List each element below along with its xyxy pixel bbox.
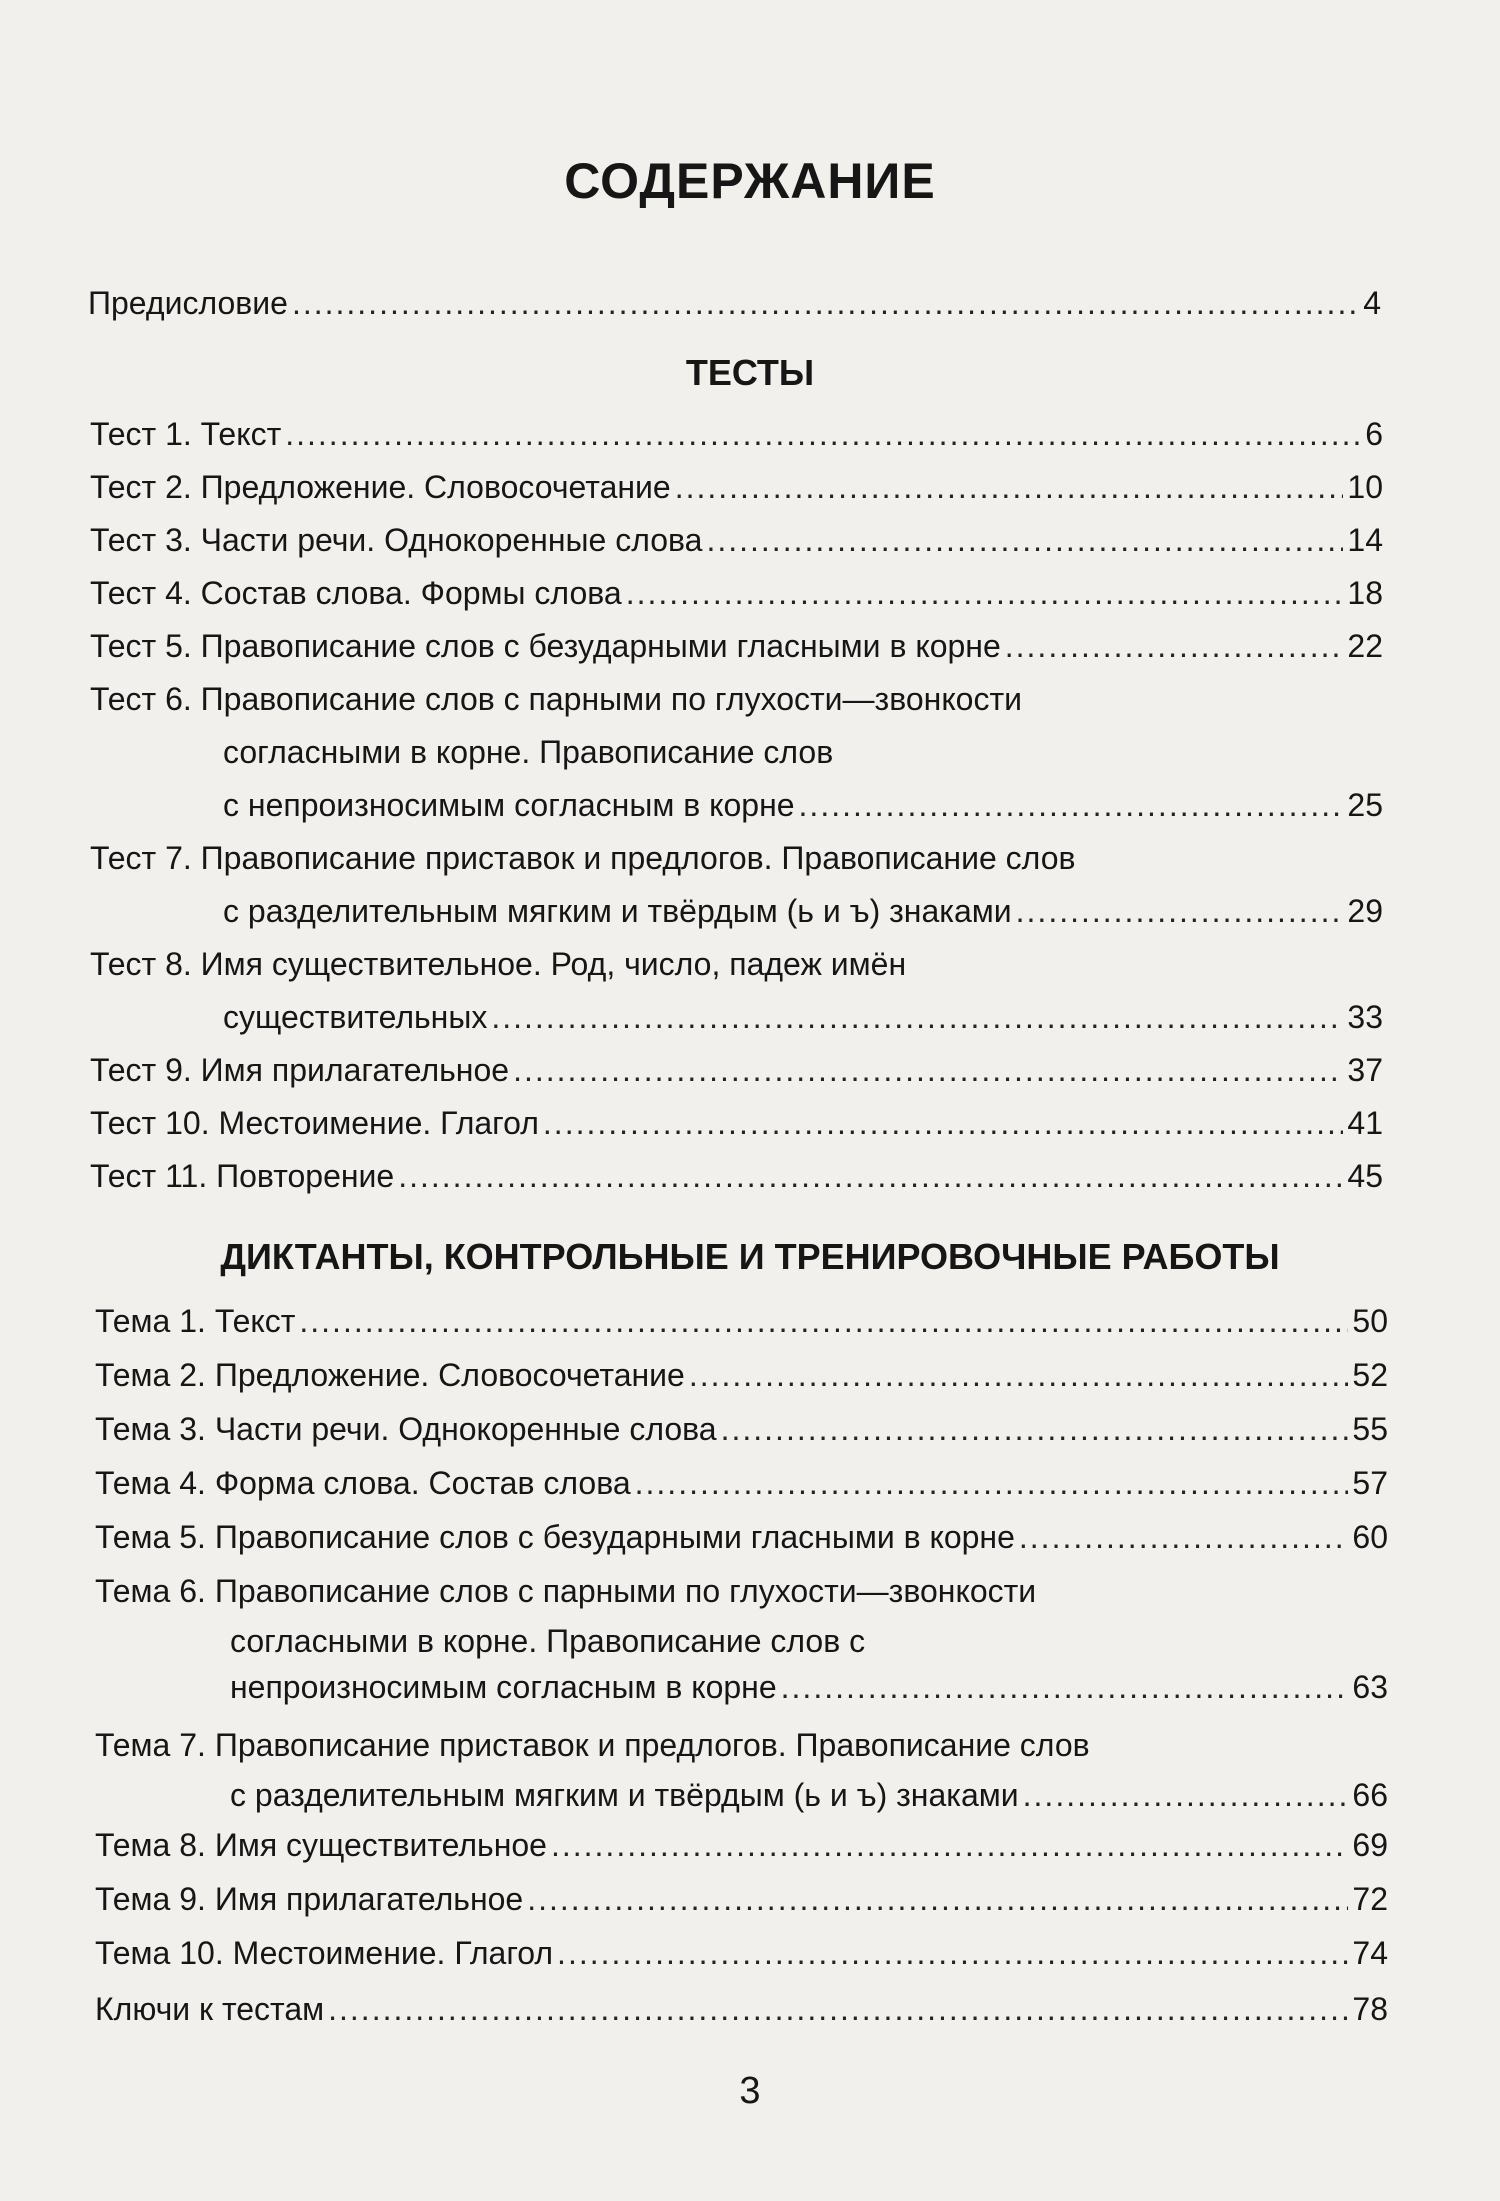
toc-row	[90, 620, 1383, 673]
section-heading-tests: ТЕСТЫ	[685, 352, 815, 393]
toc-row	[90, 461, 1383, 514]
toc-entry-multiline	[90, 832, 1383, 938]
toc-page-number: 52	[1352, 1357, 1388, 1393]
toc-label-continued: согласными в корне. Правописание слов	[223, 734, 834, 770]
toc-label-continued: существительных	[223, 999, 488, 1035]
toc-label-continued: с разделительным мягким и твёрдым (ь и ъ) знаками	[230, 1777, 1019, 1813]
toc-label: Тема 2. Предложение. Словосочетание	[95, 1357, 685, 1393]
toc-row	[90, 1097, 1383, 1150]
leader-dots	[551, 1818, 1348, 1872]
toc-label: Тема 4. Форма слова. Состав слова	[95, 1465, 631, 1501]
toc-label-continued: непроизносимым согласным в корне	[230, 1669, 777, 1705]
toc-label: Тема 9. Имя прилагательное	[95, 1881, 524, 1917]
page-number: 3	[739, 2070, 761, 2112]
leader-dots	[527, 1872, 1348, 1926]
leader-dots	[1005, 620, 1344, 673]
leader-dots	[398, 1150, 1343, 1203]
toc-row	[95, 1982, 1388, 2036]
toc-label: Тест 10. Местоимение. Глагол	[90, 1105, 539, 1141]
toc-page-number: 29	[1347, 893, 1383, 929]
toc-label: Тема 8. Имя существительное	[95, 1827, 547, 1863]
toc-page-number: 45	[1347, 1158, 1383, 1194]
toc-label: Тест 8. Имя существительное. Род, число, падеж имён	[90, 946, 907, 982]
toc-preface	[88, 280, 1381, 326]
toc-label: Тема 10. Местоимение. Глагол	[95, 1935, 554, 1971]
leader-dots	[1019, 1510, 1349, 1564]
toc-row	[90, 567, 1383, 620]
toc-label: Тест 6. Правописание слов с парными по глухости—звонкости	[90, 681, 1022, 717]
toc-page-number: 63	[1352, 1669, 1388, 1705]
toc-label: Тема 6. Правописание слов с парными по глухости—звонкости	[95, 1573, 1037, 1609]
leader-dots	[292, 280, 1359, 326]
leader-dots	[626, 567, 1344, 620]
toc-label-continued: с непроизносимым согласным в корне	[223, 787, 795, 823]
toc-label: Тема 1. Текст	[95, 1303, 296, 1339]
leader-dots	[706, 514, 1343, 567]
toc-label: Ключи к тестам	[95, 1991, 325, 2027]
toc-row	[90, 885, 1383, 938]
toc-page-number: 57	[1352, 1465, 1388, 1501]
toc-row	[95, 1294, 1388, 1348]
leader-dots	[799, 779, 1344, 832]
leader-dots	[285, 408, 1361, 461]
leader-dots	[1023, 1772, 1349, 1818]
toc-page-number: 50	[1352, 1303, 1388, 1339]
toc-page-number: 6	[1365, 416, 1383, 452]
toc-row	[90, 779, 1383, 832]
toc-entry-multiline	[95, 1564, 1388, 1710]
toc-row	[90, 991, 1383, 1044]
page-title: СОДЕРЖАНИЕ	[564, 153, 936, 209]
toc-works	[95, 1294, 1388, 2036]
toc-label: Тема 3. Части речи. Однокоренные слова	[95, 1411, 717, 1447]
toc-label: Предисловие	[88, 285, 288, 321]
toc-page-number: 14	[1347, 522, 1383, 558]
toc-page-number: 69	[1352, 1827, 1388, 1863]
toc-row	[95, 1348, 1388, 1402]
toc-label: Тест 11. Повторение	[90, 1158, 395, 1194]
toc-row	[95, 1456, 1388, 1510]
toc-page-number: 37	[1347, 1052, 1383, 1088]
toc-page-number: 78	[1352, 1991, 1388, 2027]
toc-label: Тест 3. Части речи. Однокоренные слова	[90, 522, 703, 558]
toc-page-number: 4	[1363, 285, 1381, 321]
leader-dots	[299, 1294, 1348, 1348]
toc-label: Тест 7. Правописание приставок и предлогов. Правописание слов	[90, 840, 1076, 876]
leader-dots	[635, 1456, 1349, 1510]
toc-label: Тест 1. Текст	[90, 416, 282, 452]
toc-label: Тест 2. Предложение. Словосочетание	[90, 469, 671, 505]
toc-page-number: 18	[1347, 575, 1383, 611]
toc-row	[95, 1926, 1388, 1980]
toc-page-number: 72	[1352, 1881, 1388, 1917]
toc-row	[95, 1872, 1388, 1926]
toc-label: Тест 9. Имя прилагательное	[90, 1052, 510, 1088]
toc-page-number: 10	[1347, 469, 1383, 505]
toc-label: Тест 5. Правописание слов с безударными гласными в корне	[90, 628, 1001, 664]
toc-page-number: 55	[1352, 1411, 1388, 1447]
toc-page-number: 22	[1347, 628, 1383, 664]
toc-label-continued: с разделительным мягким и твёрдым (ь и ъ) знаками	[223, 893, 1012, 929]
toc-page-number: 74	[1352, 1935, 1388, 1971]
toc-row	[90, 514, 1383, 567]
toc-page-number: 41	[1347, 1105, 1383, 1141]
toc-page-number: 66	[1352, 1777, 1388, 1813]
toc-row	[95, 1402, 1388, 1456]
section-heading-works: ДИКТАНТЫ, КОНТРОЛЬНЫЕ И ТРЕНИРОВОЧНЫЕ РАБОТЫ	[220, 1236, 1280, 1277]
toc-row	[88, 280, 1381, 326]
toc-row	[95, 1664, 1388, 1710]
leader-dots	[543, 1097, 1344, 1150]
leader-dots	[721, 1402, 1349, 1456]
toc-entry-multiline	[95, 1718, 1388, 1818]
toc-tests	[90, 408, 1383, 1203]
toc-row	[90, 408, 1383, 461]
leader-dots	[689, 1348, 1349, 1402]
toc-entry-multiline	[90, 938, 1383, 1044]
toc-row	[95, 1510, 1388, 1564]
leader-dots	[675, 461, 1344, 514]
leader-dots	[781, 1664, 1349, 1710]
toc-row	[90, 1044, 1383, 1097]
toc-label: Тема 7. Правописание приставок и предлогов. Правописание слов	[95, 1727, 1090, 1763]
leader-dots	[491, 991, 1343, 1044]
toc-label-continued: согласными в корне. Правописание слов с	[230, 1623, 866, 1659]
toc-entry-multiline	[90, 673, 1383, 832]
toc-row	[95, 1818, 1388, 1872]
toc-row	[95, 1772, 1388, 1818]
toc-page-number: 33	[1347, 999, 1383, 1035]
toc-label: Тема 5. Правописание слов с безударными гласными в корне	[95, 1519, 1015, 1555]
toc-page-number: 25	[1347, 787, 1383, 823]
leader-dots	[513, 1044, 1343, 1097]
toc-label: Тест 4. Состав слова. Формы слова	[90, 575, 622, 611]
toc-page-number: 60	[1352, 1519, 1388, 1555]
leader-dots	[1016, 885, 1344, 938]
leader-dots	[328, 1982, 1348, 2036]
leader-dots	[557, 1926, 1348, 1980]
toc-row	[90, 1150, 1383, 1203]
